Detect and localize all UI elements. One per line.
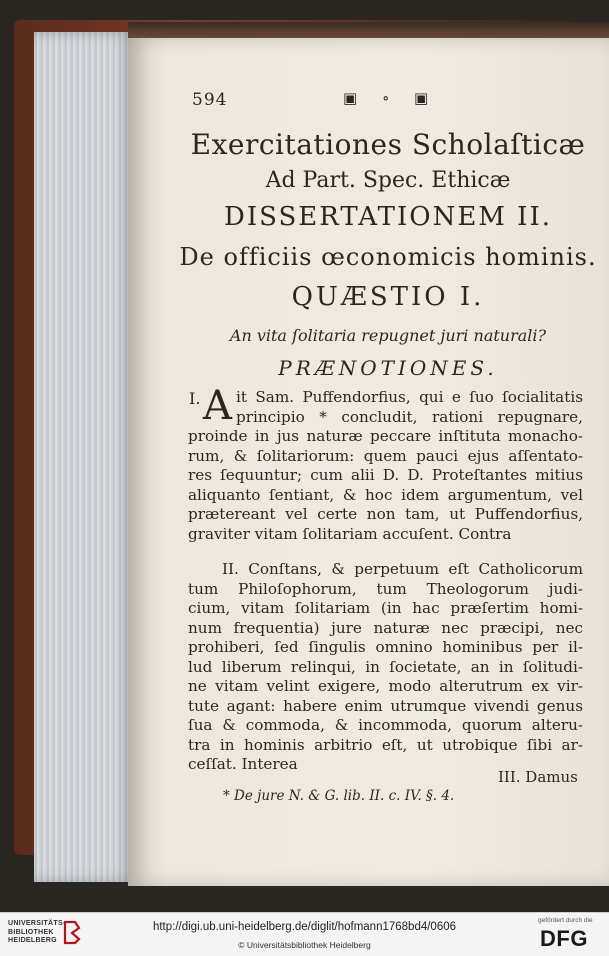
text-line: tra in hominis arbitrio eſt, ut utrobique ſibi ar- xyxy=(188,735,583,754)
paragraph-number: I. xyxy=(189,389,201,408)
sponsor-label: gefördert durch die xyxy=(538,917,593,924)
header-ornament: ▣ ∘ ▣ xyxy=(343,89,439,107)
book-page xyxy=(128,38,609,886)
text-line: res ſequuntur; cum alii D. D. Proteſtantes mitius xyxy=(188,466,583,484)
page-edges xyxy=(34,32,134,882)
page-number: 594 xyxy=(192,90,228,110)
title-line-2: Ad Part. Spec. Ethicæ xyxy=(265,168,511,193)
text-line: proinde in jus naturæ peccare inſtituta monacho- xyxy=(188,427,583,445)
text-line: num frequentia) jure naturæ nec præcipi, nec xyxy=(188,618,583,637)
text-line: ſua & commoda, & incommoda, quorum alteru- xyxy=(188,716,583,734)
text-line: cium, vitam ſolitariam (in hac præſertim homi- xyxy=(188,599,583,617)
paragraph-1 xyxy=(188,383,583,544)
viewer-footer xyxy=(0,912,609,956)
text-line: aliquanto ſentiant, & hoc idem argumentum, vel xyxy=(188,485,583,504)
question-heading: QUÆSTIO I. xyxy=(291,282,485,312)
text-line: prohiberi, ſed ſingulis omnino hominibus per il- xyxy=(188,638,583,656)
text-line: II. Conſtans, & perpetuum eſt Catholicorum xyxy=(222,560,583,578)
title-line-3: DISSERTATIONEM II. xyxy=(223,202,552,232)
text-line: lud liberum relinqui, in ſocietate, an in ſolitudi- xyxy=(188,657,583,676)
copyright-notice: © Universitätsbibliothek Heidelberg xyxy=(238,940,371,950)
drop-cap: A xyxy=(203,383,232,429)
library-logo-text[interactable]: UNIVERSITÄTS- BIBLIOTHEK HEIDELBERG xyxy=(8,920,66,944)
text-line: tum Philoſophorum, tum Theologorum judi- xyxy=(188,579,583,598)
title-line-1: Exercitationes Scholaſticæ xyxy=(190,128,586,161)
catchword: III. Damus xyxy=(498,768,578,786)
text-line: it Sam. Puffendorfius, qui e ſuo ſocialitatis xyxy=(236,388,583,406)
text-line: rum, & ſolitariorum: quem pauci ejus aſſentato- xyxy=(188,446,583,465)
text-line: ne vitam velint exigere, modo alterutrum ex vir- xyxy=(188,677,583,695)
question-subtitle: An vita ſolitaria repugnet juri naturali? xyxy=(229,326,547,345)
permalink-url[interactable]: http://digi.ub.uni-heidelberg.de/diglit/hofmann1768bd4/0606 xyxy=(152,921,457,933)
page-top-edge xyxy=(128,22,609,38)
text-line: principio * concludit, rationi repugnare, xyxy=(236,407,583,426)
text-line: graviter vitam ſolitariam accuſent. Contra xyxy=(188,524,512,543)
footnote: * De jure N. & G. lib. II. c. IV. §. 4. xyxy=(223,788,455,804)
paragraph-2 xyxy=(188,560,583,775)
text-line: tute agant: habere enim utrumque vivendi genus xyxy=(188,696,583,715)
text-line: prætereant vel certe non tam, ut Puffendorfius, xyxy=(188,505,583,523)
section-heading: PRÆNOTIONES. xyxy=(278,356,498,380)
dfg-logo[interactable]: DFG xyxy=(540,926,588,951)
title-line-4: De officiis œconomicis hominis. xyxy=(179,243,597,271)
text-line: ceſſat. Interea xyxy=(188,755,298,773)
